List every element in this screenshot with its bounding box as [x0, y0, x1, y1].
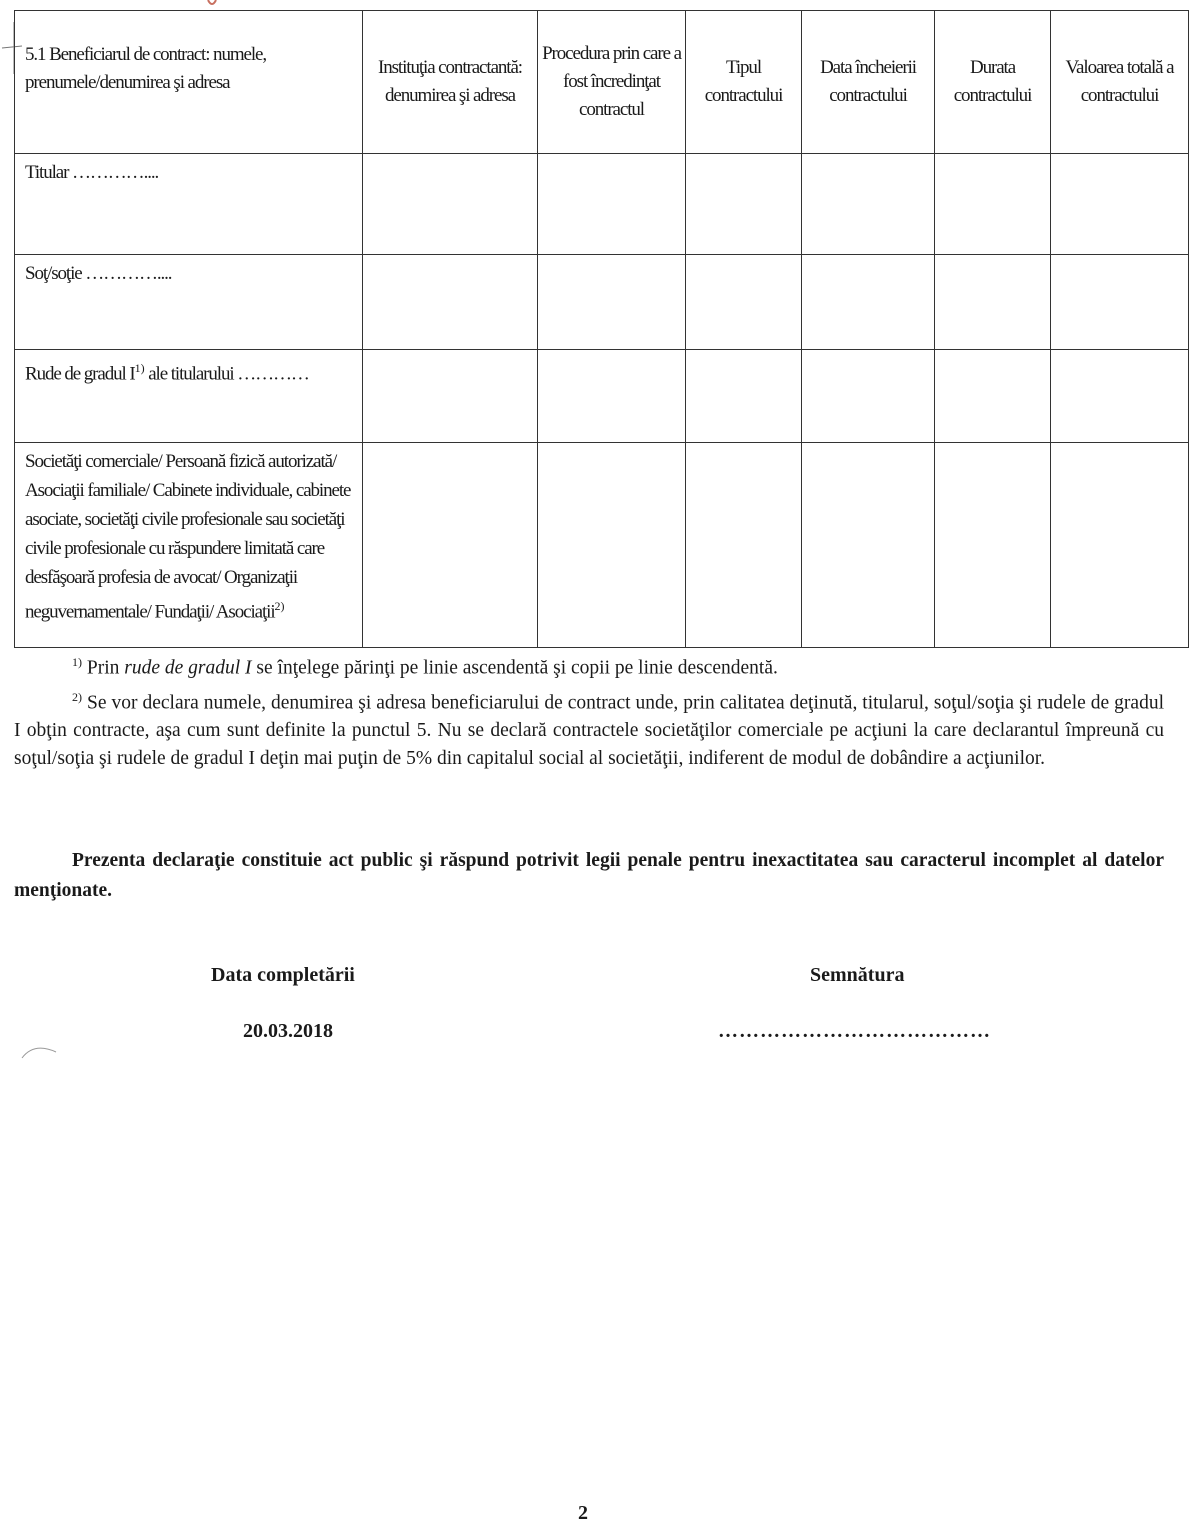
column-header-duration: Durata contractului [935, 11, 1051, 154]
footnote-ref: 1) [134, 361, 145, 375]
table-row-companies [15, 443, 1189, 648]
footnote-marker: 1) [72, 655, 82, 669]
table-cell [686, 350, 802, 443]
footnote-text: Prin [82, 657, 125, 679]
row-label-titular: Titular ………….... [15, 154, 363, 255]
page-number: 2 [578, 1502, 588, 1524]
table-cell [1051, 350, 1189, 443]
table-cell [686, 443, 802, 648]
table-cell [1051, 255, 1189, 350]
table-cell [538, 443, 686, 648]
table-cell [538, 350, 686, 443]
table-cell [538, 255, 686, 350]
declaration-statement: Prezenta declaraţie constituie act public şi răspund potrivit legii penale pentru inexactitatea sau caracterul incomplet al datelor menţionate. [14, 850, 1164, 901]
signature-label: Semnătura [810, 964, 905, 986]
scan-mark [206, 0, 218, 10]
table-row-relatives [15, 350, 1189, 443]
footnote-marker: 2) [72, 689, 82, 704]
table-cell [686, 255, 802, 350]
row-label-relatives-rest: ale titularului ………… [144, 363, 309, 385]
completion-date-label: Data completării [211, 964, 355, 986]
column-header-institution: Instituţia contractantă: denumirea şi adresa [363, 11, 538, 154]
footnote-text: se înţelege părinţi pe linie ascendentă şi copii pe linie descendentă. [251, 657, 778, 679]
table-cell [935, 255, 1051, 350]
table-cell [935, 350, 1051, 443]
column-header-total-value: Valoarea totală a contractului [1051, 11, 1189, 154]
contracts-table [14, 10, 1189, 648]
column-header-contract-type: Tipul contractului [686, 11, 802, 154]
table-cell [802, 350, 935, 443]
footnote-2 [14, 683, 1164, 774]
signature-line: ………………………………… [718, 1020, 991, 1042]
footnotes [14, 648, 1164, 773]
row-label-spouse: Soţ/soţie ………….... [15, 255, 363, 350]
scan-mark [20, 1040, 60, 1060]
row-label-relatives [15, 350, 363, 443]
column-header-beneficiary: 5.1 Beneficiarul de contract: numele, prenumele/denumirea şi adresa [15, 11, 363, 154]
table-row-spouse [15, 255, 1189, 350]
table-cell [363, 443, 538, 648]
footnote-1 [14, 648, 1164, 683]
table-cell [1051, 443, 1189, 648]
table-cell [802, 255, 935, 350]
table-cell [363, 154, 538, 255]
row-label-companies-text: Societăţi comerciale/ Persoană fizică autorizată/ Asociaţii familiale/ Cabinete individuale, cabinete asociate, societăţi civile profesionale sau societăţi civile profesionale cu răspundere limitată care desfăşoară profesia de avocat/ Organizaţii neguvernamentale/ Fundaţii/ Asociaţii [25, 451, 351, 623]
table-cell [686, 154, 802, 255]
row-label-relatives-text: Rude de gradul I [25, 363, 135, 385]
table-cell [935, 154, 1051, 255]
table-row-titular [15, 154, 1189, 255]
completion-date-value: 20.03.2018 [243, 1020, 333, 1042]
table-cell [1051, 154, 1189, 255]
row-label-companies [15, 443, 363, 648]
table-cell [802, 443, 935, 648]
table-cell [363, 350, 538, 443]
table-cell [935, 443, 1051, 648]
table-cell [538, 154, 686, 255]
footnote-emphasis: rude de gradul I [124, 657, 252, 679]
column-header-conclusion-date: Data încheierii contractului [802, 11, 935, 154]
footnote-text: Se vor declara numele, denumirea şi adresa beneficiarului de contract unde, prin calitatea deţinută, titularul, soţul/soţia şi rudele de gradul I obţin contracte, aşa cum sunt definite la punctul 5. Nu se declară contractele societăţilor comerciale pe acţiuni la care declarantul împreună cu soţul/soţia şi rudele de gradul I deţin mai puţin de 5% din capitalul social al societăţii, indiferent de modul de dobândire a acţiunilor. [14, 692, 1164, 769]
table-cell [363, 255, 538, 350]
column-header-procedure: Procedura prin care a fost încredinţat contractul [538, 11, 686, 154]
table-cell [802, 154, 935, 255]
footnote-ref: 2) [274, 599, 285, 613]
table-header-row [15, 11, 1189, 154]
